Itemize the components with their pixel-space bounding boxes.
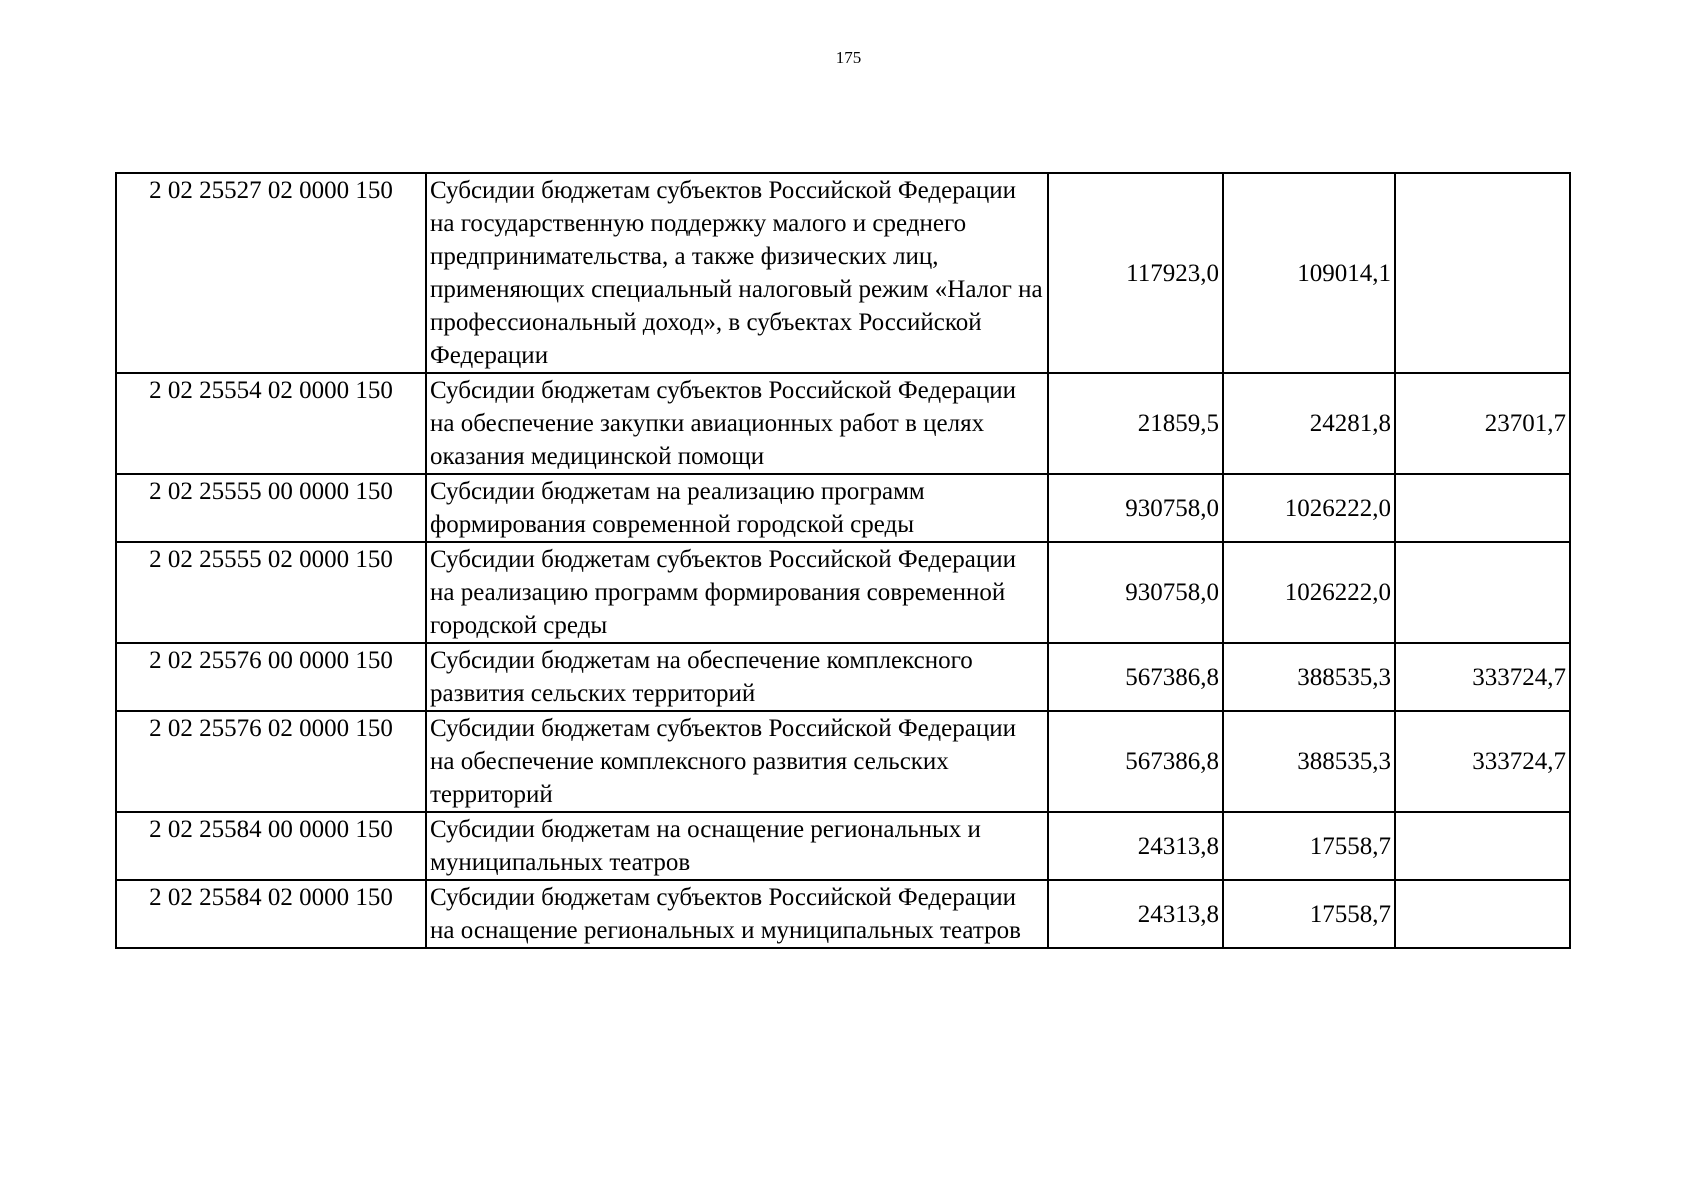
row-description: Субсидии бюджетам на реализацию программ формирования современной городской среды xyxy=(426,474,1048,542)
value-col-2: 17558,7 xyxy=(1223,812,1395,880)
row-description: Субсидии бюджетам субъектов Российской Федерации на обеспечение закупки авиационных работ в целях оказания медицинской помощи xyxy=(426,373,1048,474)
page-number: 175 xyxy=(835,48,862,67)
row-description: Субсидии бюджетам на оснащение региональных и муниципальных театров xyxy=(426,812,1048,880)
row-description: Субсидии бюджетам субъектов Российской Федерации на реализацию программ формирования современной городской среды xyxy=(426,542,1048,643)
value-col-3 xyxy=(1395,542,1570,643)
value-col-2: 1026222,0 xyxy=(1223,542,1395,643)
table-row xyxy=(116,880,1570,948)
value-col-1: 930758,0 xyxy=(1048,474,1223,542)
value-col-1: 117923,0 xyxy=(1048,173,1223,373)
value-col-3: 333724,7 xyxy=(1395,643,1570,711)
table-row xyxy=(116,812,1570,880)
budget-code: 2 02 25555 00 0000 150 xyxy=(116,474,426,542)
row-description: Субсидии бюджетам субъектов Российской Федерации на оснащение региональных и муниципальных театров xyxy=(426,880,1048,948)
table-row xyxy=(116,173,1570,373)
budget-code: 2 02 25554 02 0000 150 xyxy=(116,373,426,474)
table-row xyxy=(116,643,1570,711)
value-col-2: 109014,1 xyxy=(1223,173,1395,373)
value-col-3: 23701,7 xyxy=(1395,373,1570,474)
budget-code: 2 02 25584 00 0000 150 xyxy=(116,812,426,880)
value-col-1: 567386,8 xyxy=(1048,643,1223,711)
budget-code: 2 02 25527 02 0000 150 xyxy=(116,173,426,373)
value-col-3 xyxy=(1395,812,1570,880)
value-col-2: 388535,3 xyxy=(1223,711,1395,812)
value-col-3 xyxy=(1395,474,1570,542)
value-col-2: 1026222,0 xyxy=(1223,474,1395,542)
budget-code: 2 02 25576 00 0000 150 xyxy=(116,643,426,711)
value-col-3: 333724,7 xyxy=(1395,711,1570,812)
value-col-3 xyxy=(1395,173,1570,373)
table-row xyxy=(116,373,1570,474)
value-col-1: 24313,8 xyxy=(1048,812,1223,880)
value-col-1: 567386,8 xyxy=(1048,711,1223,812)
budget-code: 2 02 25555 02 0000 150 xyxy=(116,542,426,643)
budget-code: 2 02 25576 02 0000 150 xyxy=(116,711,426,812)
table-row xyxy=(116,711,1570,812)
value-col-2: 17558,7 xyxy=(1223,880,1395,948)
row-description: Субсидии бюджетам субъектов Российской Федерации на государственную поддержку малого и среднего предпринимательства, а также физических лиц, применяющих специальный налоговый режим «Налог на профессиональный доход», в субъектах Российской Федерации xyxy=(426,173,1048,373)
value-col-1: 21859,5 xyxy=(1048,373,1223,474)
row-description: Субсидии бюджетам на обеспечение комплексного развития сельских территорий xyxy=(426,643,1048,711)
table-row xyxy=(116,474,1570,542)
value-col-3 xyxy=(1395,880,1570,948)
value-col-1: 930758,0 xyxy=(1048,542,1223,643)
value-col-2: 24281,8 xyxy=(1223,373,1395,474)
table-row xyxy=(116,542,1570,643)
row-description: Субсидии бюджетам субъектов Российской Федерации на обеспечение комплексного развития сельских территорий xyxy=(426,711,1048,812)
value-col-2: 388535,3 xyxy=(1223,643,1395,711)
budget-table xyxy=(115,172,1571,949)
value-col-1: 24313,8 xyxy=(1048,880,1223,948)
budget-code: 2 02 25584 02 0000 150 xyxy=(116,880,426,948)
